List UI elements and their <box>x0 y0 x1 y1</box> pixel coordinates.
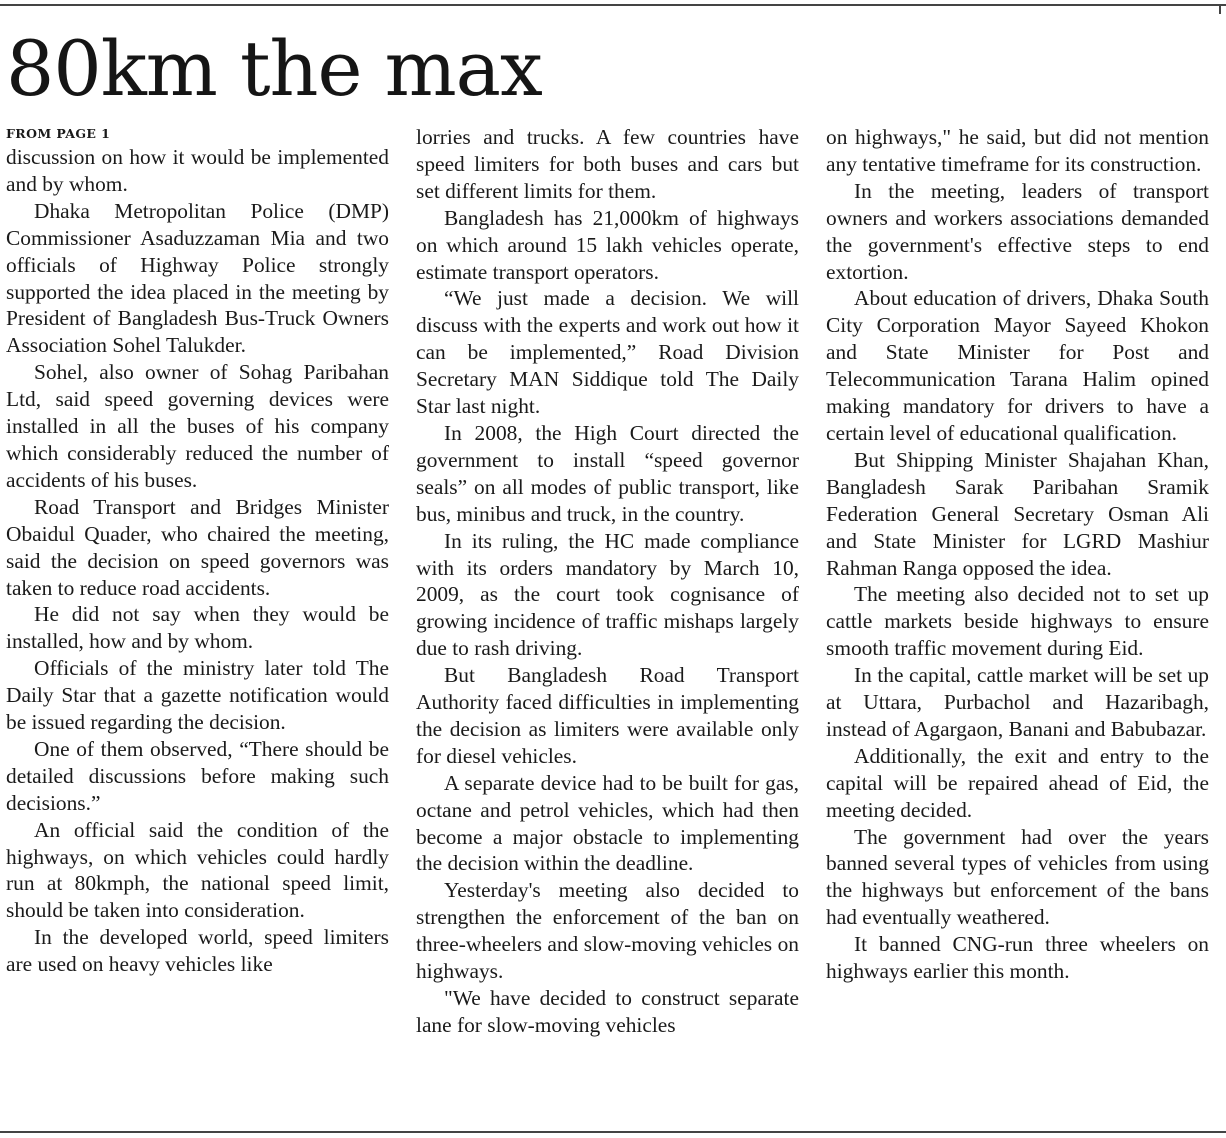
paragraph: In the meeting, leaders of transport owners and workers associations demanded the government's effective steps to end extortion. <box>826 178 1209 284</box>
paragraph: In 2008, the High Court directed the government to install “speed governor seals” on all modes of public transport, like bus, minibus and truck, in the country. <box>416 420 799 526</box>
paragraph: “We just made a decision. We will discuss with the experts and work out how it can be implemented,” Road Division Secretary MAN Siddique told The Daily Star last night. <box>416 286 799 419</box>
paragraph: Road Transport and Bridges Minister Obaidul Quader, who chaired the meeting, said the decision on speed governors was taken to reduce road accidents. <box>6 494 389 600</box>
headline: 80km the max <box>6 24 542 113</box>
paragraph: Yesterday's meeting also decided to strengthen the enforcement of the ban on three-wheelers and slow-moving vehicles on highways. <box>416 878 799 984</box>
paragraph: "We have decided to construct separate lane for slow-moving vehicles <box>416 986 799 1037</box>
paragraph: It banned CNG-run three wheelers on highways earlier this month. <box>826 932 1209 984</box>
paragraph: Additionally, the exit and entry to the capital will be repaired ahead of Eid, the meeting decided. <box>826 743 1209 822</box>
paragraph: But Shipping Minister Shajahan Khan, Bangladesh Sarak Paribahan Sramik Federation General Secretary Osman Ali and State Minister for LGRD Mashiur Rahman Ranga opposed the idea. <box>826 447 1209 580</box>
article-column-1 <box>6 124 389 1119</box>
top-rule <box>0 4 1226 6</box>
paragraph: One of them observed, “There should be detailed discussions before making such decisions.” <box>6 736 389 815</box>
kicker-from-page-1: FROM PAGE 1 <box>6 126 111 141</box>
paragraph: In the developed world, speed limiters are used on heavy vehicles like <box>6 925 389 977</box>
paragraph: on highways," he said, but did not mention any tentative timeframe for its construction. <box>826 125 1209 176</box>
paragraph: He did not say when they would be installed, how and by whom. <box>6 602 389 654</box>
paragraph: The meeting also decided not to set up cattle markets beside highways to ensure smooth traffic movement during Eid. <box>826 582 1209 661</box>
paragraph: Dhaka Metropolitan Police (DMP) Commissioner Asaduzzaman Mia and two officials of Highway Police strongly supported the idea placed in the meeting by President of Bangladesh Bus-Truck Owners Association Sohel Talukder. <box>6 198 389 358</box>
paragraph: An official said the condition of the highways, on which vehicles could hardly run at 80kmph, the national speed limit, should be taken into consideration. <box>6 817 389 923</box>
paragraph: Officials of the ministry later told The Daily Star that a gazette notification would be issued regarding the decision. <box>6 656 389 735</box>
paragraph: In its ruling, the HC made compliance with its orders mandatory by March 10, 2009, as the court took cognisance of growing incidence of traffic mishaps largely due to rash driving. <box>416 528 799 661</box>
paragraph: About education of drivers, Dhaka South City Corporation Mayor Sayeed Khokon and State Minister for Post and Telecommunication Tarana Halim opined making mandatory for drivers to have a certain level of educational qualification. <box>826 286 1209 445</box>
top-right-rule-tick <box>1219 4 1221 14</box>
paragraph: In the capital, cattle market will be set up at Uttara, Purbachol and Hazaribagh, instead of Agargaon, Banani and Babubazar. <box>826 663 1209 741</box>
article-column-2 <box>416 124 799 1119</box>
paragraph: lorries and trucks. A few countries have speed limiters for both buses and cars but set different limits for them. <box>416 125 799 203</box>
article-column-3 <box>826 124 1209 1119</box>
paragraph: But Bangladesh Road Transport Authority faced difficulties in implementing the decision as limiters were available only for diesel vehicles. <box>416 663 799 768</box>
paragraph: A separate device had to be built for gas, octane and petrol vehicles, which had then become a major obstacle to implementing the decision within the deadline. <box>416 770 799 876</box>
bottom-rule <box>0 1131 1226 1133</box>
paragraph: Sohel, also owner of Sohag Paribahan Ltd, said speed governing devices were installed in all the buses of his company which considerably reduced the number of accidents of his buses. <box>6 360 389 492</box>
paragraph: The government had over the years banned several types of vehicles from using the highways but enforcement of the bans had eventually weathered. <box>826 824 1209 930</box>
paragraph: discussion on how it would be implemented and by whom. <box>6 145 389 196</box>
paragraph: Bangladesh has 21,000km of highways on which around 15 lakh vehicles operate, estimate transport operators. <box>416 205 799 284</box>
